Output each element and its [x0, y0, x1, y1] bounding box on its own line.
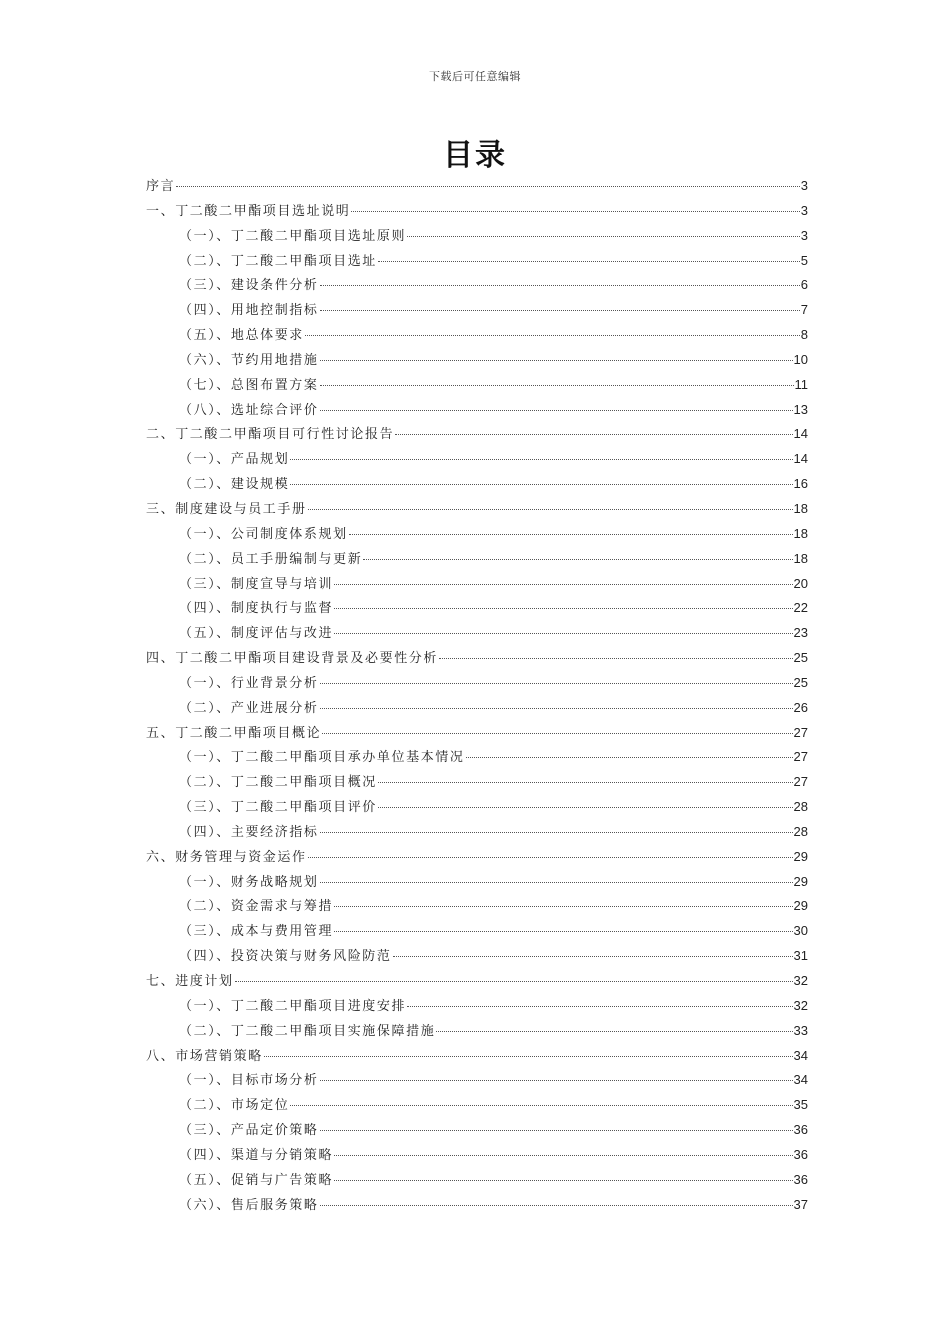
- toc-entry-section[interactable]: [146, 797, 808, 822]
- toc-entry-page-number: 28: [793, 823, 808, 839]
- toc-entry-label: （二）、建设规模: [179, 477, 290, 493]
- toc-dot-leader: [378, 782, 793, 783]
- toc-dot-leader: [334, 906, 792, 907]
- table-of-contents: [146, 176, 808, 1219]
- toc-entry-label: 五、丁二酸二甲酯项目概论: [146, 725, 322, 741]
- toc-entry-section[interactable]: [146, 747, 808, 772]
- toc-entry-label: （三）、制度宣导与培训: [179, 576, 334, 592]
- toc-dot-leader: [176, 186, 800, 187]
- toc-entry-page-number: 3: [800, 227, 808, 243]
- toc-dot-leader: [363, 559, 792, 560]
- toc-dot-leader: [305, 335, 800, 336]
- toc-dot-leader: [264, 1056, 793, 1057]
- toc-dot-leader: [308, 857, 793, 858]
- toc-entry-section[interactable]: [146, 549, 808, 574]
- toc-dot-leader: [436, 1031, 792, 1032]
- toc-entry-section[interactable]: [146, 1070, 808, 1095]
- toc-entry-page-number: 27: [793, 724, 808, 740]
- toc-entry-chapter[interactable]: [146, 176, 808, 201]
- toc-entry-page-number: 5: [800, 252, 808, 268]
- toc-entry-section[interactable]: [146, 524, 808, 549]
- toc-entry-label: （三）、丁二酸二甲酯项目评价: [179, 800, 377, 816]
- toc-dot-leader: [320, 410, 793, 411]
- toc-entry-chapter[interactable]: [146, 424, 808, 449]
- toc-entry-section[interactable]: [146, 1120, 808, 1145]
- toc-title: 目录: [443, 138, 507, 173]
- toc-dot-leader: [378, 261, 800, 262]
- toc-entry-label: （二）、产业进展分析: [179, 700, 319, 716]
- toc-entry-section[interactable]: [146, 474, 808, 499]
- toc-entry-page-number: 14: [793, 451, 808, 467]
- toc-entry-page-number: 29: [793, 848, 808, 864]
- toc-dot-leader: [407, 1006, 792, 1007]
- toc-entry-label: （一）、丁二酸二甲酯项目进度安排: [179, 998, 407, 1014]
- toc-entry-label: （一）、丁二酸二甲酯项目选址原则: [179, 228, 407, 244]
- toc-entry-label: （八）、选址综合评价: [179, 402, 319, 418]
- toc-dot-leader: [320, 832, 793, 833]
- toc-entry-section[interactable]: [146, 1021, 808, 1046]
- toc-entry-label: 四、丁二酸二甲酯项目建设背景及必要性分析: [146, 651, 439, 667]
- toc-entry-label: 序言: [146, 179, 176, 194]
- toc-dot-leader: [334, 1180, 792, 1181]
- toc-entry-label: （一）、财务战略规划: [179, 874, 319, 890]
- toc-entry-page-number: 31: [793, 948, 808, 964]
- toc-entry-page-number: 25: [793, 650, 808, 666]
- toc-entry-chapter[interactable]: [146, 648, 808, 673]
- toc-entry-section[interactable]: [146, 623, 808, 648]
- toc-entry-page-number: 18: [793, 550, 808, 566]
- toc-dot-leader: [320, 285, 800, 286]
- toc-dot-leader: [334, 608, 792, 609]
- toc-dot-leader: [320, 310, 800, 311]
- toc-entry-section[interactable]: [146, 921, 808, 946]
- toc-entry-section[interactable]: [146, 574, 808, 599]
- toc-entry-page-number: 3: [800, 202, 808, 218]
- toc-entry-page-number: 25: [793, 674, 808, 690]
- toc-entry-label: （六）、节约用地措施: [179, 352, 319, 368]
- toc-entry-section[interactable]: [146, 896, 808, 921]
- toc-entry-page-number: 34: [793, 1072, 808, 1088]
- toc-dot-leader: [393, 956, 793, 957]
- toc-entry-section[interactable]: [146, 226, 808, 251]
- toc-entry-label: （四）、用地控制指标: [179, 303, 319, 319]
- toc-entry-chapter[interactable]: [146, 723, 808, 748]
- toc-entry-page-number: 6: [800, 277, 808, 293]
- toc-dot-leader: [320, 708, 793, 709]
- toc-entry-label: （六）、售后服务策略: [179, 1197, 319, 1213]
- toc-entry-section[interactable]: [146, 673, 808, 698]
- toc-entry-page-number: 27: [793, 774, 808, 790]
- toc-dot-leader: [351, 211, 799, 212]
- toc-entry-label: 三、制度建设与员工手册: [146, 501, 307, 517]
- toc-entry-section[interactable]: [146, 822, 808, 847]
- toc-entry-page-number: 32: [793, 997, 808, 1013]
- toc-entry-label: （一）、行业背景分析: [179, 675, 319, 691]
- toc-entry-section[interactable]: [146, 1145, 808, 1170]
- toc-entry-page-number: 27: [793, 749, 808, 765]
- toc-entry-page-number: 16: [793, 476, 808, 492]
- toc-entry-section[interactable]: [146, 772, 808, 797]
- toc-entry-section[interactable]: [146, 996, 808, 1021]
- toc-dot-leader: [320, 1205, 793, 1206]
- toc-entry-section[interactable]: [146, 1095, 808, 1120]
- toc-entry-section[interactable]: [146, 598, 808, 623]
- toc-entry-label: （一）、产品规划: [179, 452, 290, 468]
- toc-entry-label: （五）、地总体要求: [179, 328, 304, 344]
- toc-dot-leader: [334, 633, 792, 634]
- toc-entry-page-number: 23: [793, 625, 808, 641]
- toc-entry-page-number: 7: [800, 302, 808, 318]
- toc-dot-leader: [320, 1130, 793, 1131]
- toc-entry-label: （五）、制度评估与改进: [179, 626, 334, 642]
- toc-dot-leader: [308, 509, 793, 510]
- toc-entry-page-number: 36: [793, 1146, 808, 1162]
- toc-entry-section[interactable]: [146, 300, 808, 325]
- toc-entry-section[interactable]: [146, 251, 808, 276]
- toc-entry-page-number: 36: [793, 1122, 808, 1138]
- toc-entry-label: （四）、投资决策与财务风险防范: [179, 949, 392, 965]
- toc-entry-page-number: 11: [794, 376, 808, 392]
- toc-entry-label: （四）、主要经济指标: [179, 824, 319, 840]
- toc-entry-page-number: 18: [793, 525, 808, 541]
- toc-entry-page-number: 13: [793, 401, 808, 417]
- toc-entry-page-number: 30: [793, 923, 808, 939]
- toc-dot-leader: [320, 683, 793, 684]
- toc-entry-page-number: 26: [793, 699, 808, 715]
- toc-entry-label: （七）、总图布置方案: [179, 377, 319, 393]
- toc-entry-label: （二）、员工手册编制与更新: [179, 551, 363, 567]
- toc-dot-leader: [320, 360, 793, 361]
- toc-entry-page-number: 3: [800, 178, 808, 193]
- toc-dot-leader: [320, 882, 793, 883]
- toc-entry-label: 一、丁二酸二甲酯项目选址说明: [146, 203, 351, 219]
- toc-entry-page-number: 28: [793, 799, 808, 815]
- toc-entry-label: （二）、丁二酸二甲酯项目实施保障措施: [179, 1023, 436, 1039]
- toc-dot-leader: [395, 434, 792, 435]
- toc-entry-page-number: 36: [793, 1171, 808, 1187]
- toc-entry-label: （四）、渠道与分销策略: [179, 1147, 334, 1163]
- toc-entry-page-number: 35: [793, 1097, 808, 1113]
- toc-entry-page-number: 10: [793, 351, 808, 367]
- toc-entry-section[interactable]: [146, 375, 808, 400]
- toc-entry-page-number: 20: [793, 575, 808, 591]
- toc-entry-label: （三）、产品定价策略: [179, 1123, 319, 1139]
- toc-entry-section[interactable]: [146, 872, 808, 897]
- toc-dot-leader: [349, 534, 793, 535]
- toc-entry-page-number: 29: [793, 898, 808, 914]
- toc-entry-label: 七、进度计划: [146, 974, 234, 989]
- toc-entry-section[interactable]: [146, 946, 808, 971]
- toc-entry-page-number: 29: [793, 873, 808, 889]
- toc-entry-page-number: 18: [793, 500, 808, 516]
- toc-entry-page-number: 22: [793, 600, 808, 616]
- toc-entry-section[interactable]: [146, 350, 808, 375]
- toc-entry-label: （四）、制度执行与监督: [179, 601, 334, 617]
- toc-entry-section[interactable]: [146, 1170, 808, 1195]
- toc-entry-label: （三）、成本与费用管理: [179, 924, 334, 940]
- toc-entry-label: （一）、公司制度体系规划: [179, 526, 348, 542]
- toc-entry-label: （二）、丁二酸二甲酯项目选址: [179, 253, 377, 269]
- toc-entry-chapter[interactable]: [146, 499, 808, 524]
- toc-entry-label: （三）、建设条件分析: [179, 278, 319, 294]
- toc-entry-label: 二、丁二酸二甲酯项目可行性讨论报告: [146, 427, 395, 443]
- toc-entry-label: （五）、促销与广告策略: [179, 1172, 334, 1188]
- toc-dot-leader: [334, 931, 792, 932]
- header-note: 下载后可任意编辑: [429, 70, 521, 83]
- toc-entry-chapter[interactable]: [146, 1046, 808, 1071]
- toc-entry-page-number: 14: [793, 426, 808, 442]
- toc-entry-label: （一）、目标市场分析: [179, 1073, 319, 1089]
- toc-entry-label: 六、财务管理与资金运作: [146, 849, 307, 865]
- toc-entry-section[interactable]: [146, 325, 808, 350]
- toc-dot-leader: [320, 385, 794, 386]
- toc-entry-page-number: 37: [793, 1196, 808, 1212]
- toc-entry-section[interactable]: [146, 698, 808, 723]
- toc-dot-leader: [290, 459, 792, 460]
- toc-entry-page-number: 32: [793, 973, 808, 988]
- toc-entry-section[interactable]: [146, 1195, 808, 1220]
- toc-dot-leader: [334, 584, 792, 585]
- toc-dot-leader: [378, 807, 793, 808]
- toc-dot-leader: [290, 1105, 792, 1106]
- toc-entry-page-number: 34: [793, 1047, 808, 1063]
- toc-entry-label: （二）、市场定位: [179, 1098, 290, 1114]
- toc-dot-leader: [439, 658, 793, 659]
- toc-dot-leader: [320, 1080, 793, 1081]
- toc-entry-section[interactable]: [146, 275, 808, 300]
- toc-dot-leader: [407, 236, 800, 237]
- toc-entry-chapter[interactable]: [146, 847, 808, 872]
- toc-dot-leader: [235, 981, 793, 982]
- toc-dot-leader: [466, 757, 793, 758]
- toc-entry-label: （一）、丁二酸二甲酯项目承办单位基本情况: [179, 750, 465, 766]
- toc-entry-page-number: 8: [800, 327, 808, 343]
- toc-entry-page-number: 33: [793, 1022, 808, 1038]
- toc-entry-chapter[interactable]: [146, 201, 808, 226]
- toc-dot-leader: [322, 733, 792, 734]
- toc-dot-leader: [290, 484, 792, 485]
- toc-entry-label: （二）、资金需求与筹措: [179, 899, 334, 915]
- toc-entry-label: 八、市场营销策略: [146, 1048, 263, 1064]
- toc-entry-chapter[interactable]: [146, 971, 808, 996]
- toc-entry-label: （二）、丁二酸二甲酯项目概况: [179, 775, 377, 791]
- toc-entry-section[interactable]: [146, 449, 808, 474]
- toc-dot-leader: [334, 1155, 792, 1156]
- toc-entry-section[interactable]: [146, 400, 808, 425]
